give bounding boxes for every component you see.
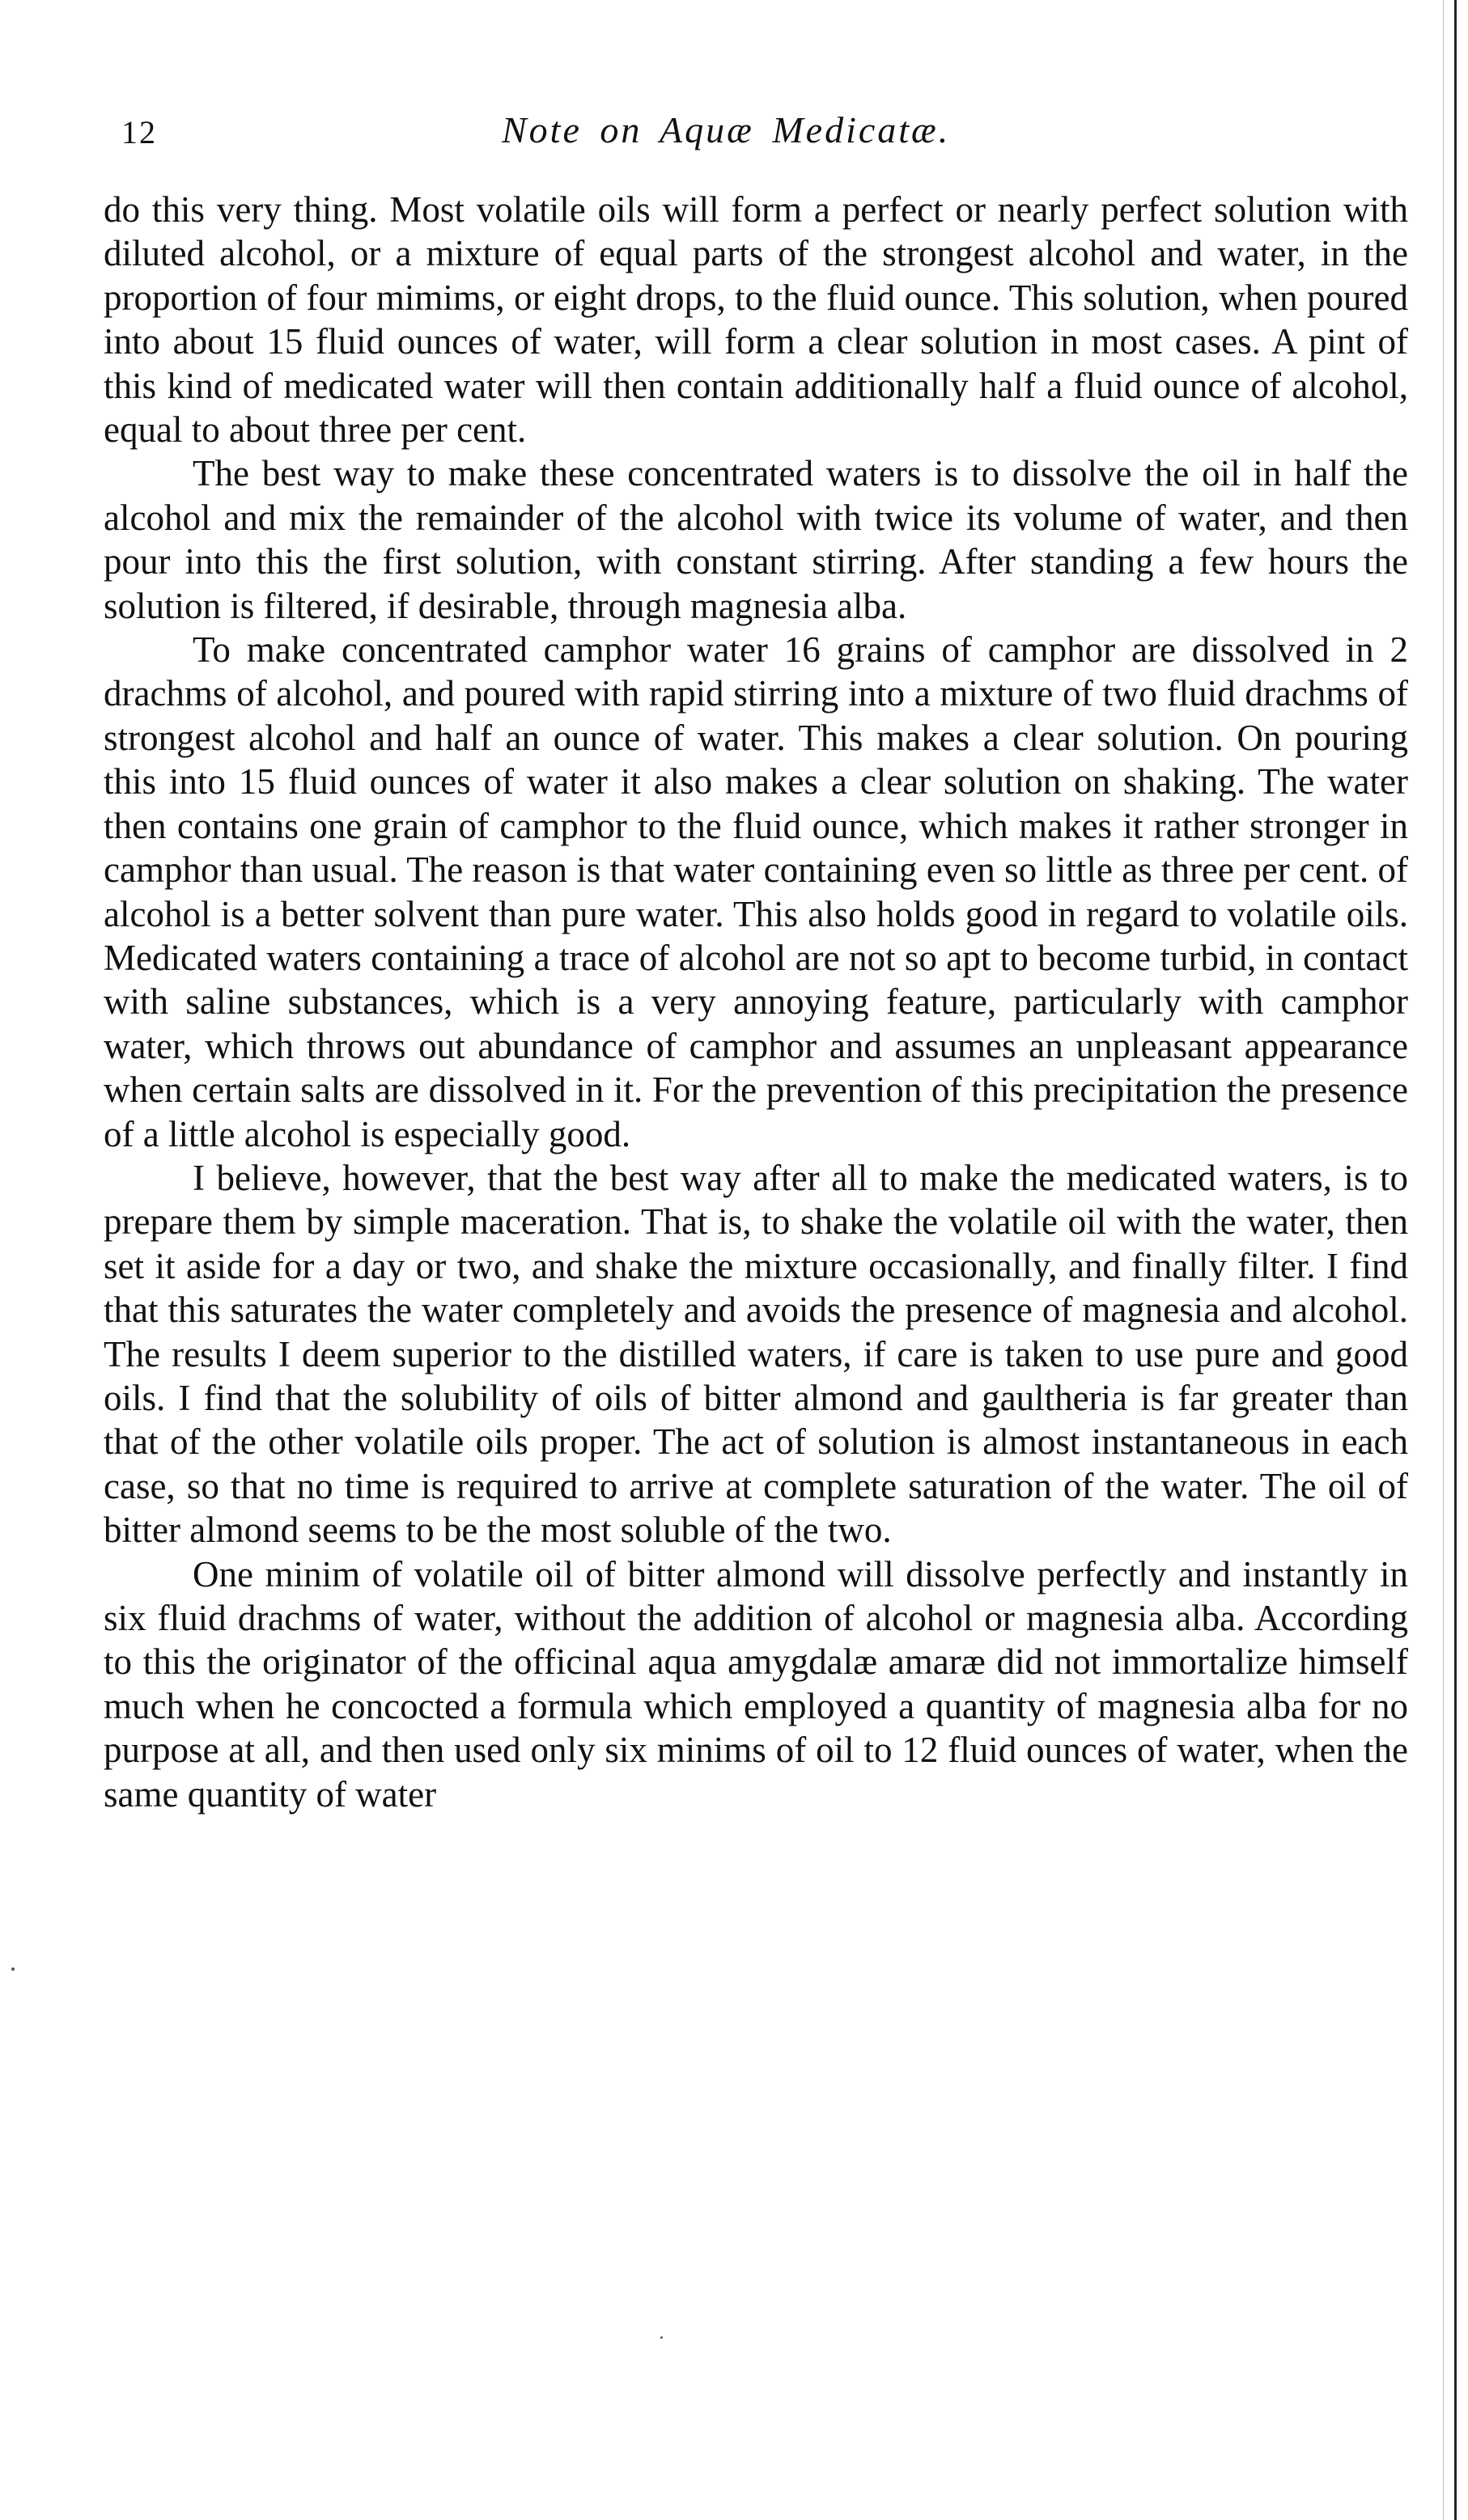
paragraph-bitter-almond: One minim of volatile oil of bitter almond will dissolve perfectly and instantly in six fluid drachms of water, without the addition of alcohol or magnesia alba. According to this the originator of the officinal aqua amygdalæ amaræ did not immortalize himself much when he concocted a formula which employed a quantity of magnesia alba for no purpose at all, and then used only six minims of oil to 12 fluid ounces of water, when the same quantity of water bbox=[104, 1553, 1408, 1815]
running-head bbox=[121, 109, 1408, 162]
paragraph-camphor-water: To make concentrated camphor water 16 grains of camphor are dissolved in 2 drachms of alcohol, and poured with rapid stirring into a mixture of two fluid drachms of strongest alcohol and half an ounce of water. This makes a clear solution. On pouring this into 15 fluid ounces of water it also makes a clear solution on shaking. The water then contains one grain of camphor to the fluid ounce, which makes it rather stronger in camphor than usual. The reason is that water containing even so little as three per cent. of alcohol is a better solvent than pure water. This also holds good in regard to volatile oils. Medicated waters containing a trace of alcohol are not so apt to become turbid, in contact with saline substances, which is a very annoying feature, particularly with camphor water, which throws out abundance of camphor and assumes an unpleasant appearance when certain salts are dissolved in it. For the prevention of this precipitation the presence of a little alcohol is especially good. bbox=[104, 629, 1408, 1154]
paragraph-concentrated-waters: The best way to make these concentrated waters is to dissolve the oil in half the alcohol and mix the remainder of the alcohol with twice its volume of water, and then pour into this the first solution, with constant stirring. After standing a few hours the solution is filtered, if desirable, through magnesia alba. bbox=[104, 453, 1408, 626]
running-title: Note on Aquæ Medicatæ. bbox=[502, 109, 951, 150]
page-edge-shadow bbox=[1443, 0, 1444, 2520]
page-number: 12 bbox=[121, 114, 157, 150]
paragraph-continued: do this very thing. Most volatile oils will form a perfect or nearly perfect solution with diluted alcohol, or a mixture of equal parts of the strongest alcohol and water, in the proportion of four mimims, or eight drops, to the fluid ounce. This solution, when poured into about 15 fluid ounces of water, will form a clear solution in most cases. A pint of this kind of medicated water will then contain additionally half a fluid ounce of alcohol, equal to about three per cent. bbox=[104, 189, 1408, 451]
paragraph-maceration: I believe, however, that the best way after all to make the medicated waters, is to prepare them by simple maceration. That is, to shake the volatile oil with the water, then set it aside for a day or two, and shake the mixture occasionally, and finally filter. I find that this saturates the water completely and avoids the presence of magnesia and alcohol. The results I deem superior to the distilled waters, if care is taken to use pure and good oils. I find that the solubility of oils of bitter almond and gaultheria is far greater than that of the other volatile oils proper. The act of solution is almost instantaneous in each case, so that no time is required to arrive at complete saturation of the water. The oil of bitter almond seems to be the most soluble of the two. bbox=[104, 1157, 1408, 1551]
body-text bbox=[104, 188, 1408, 1816]
page-edge-rule bbox=[1454, 0, 1457, 2520]
ink-speck bbox=[660, 2336, 663, 2339]
ink-speck bbox=[11, 1967, 15, 1971]
